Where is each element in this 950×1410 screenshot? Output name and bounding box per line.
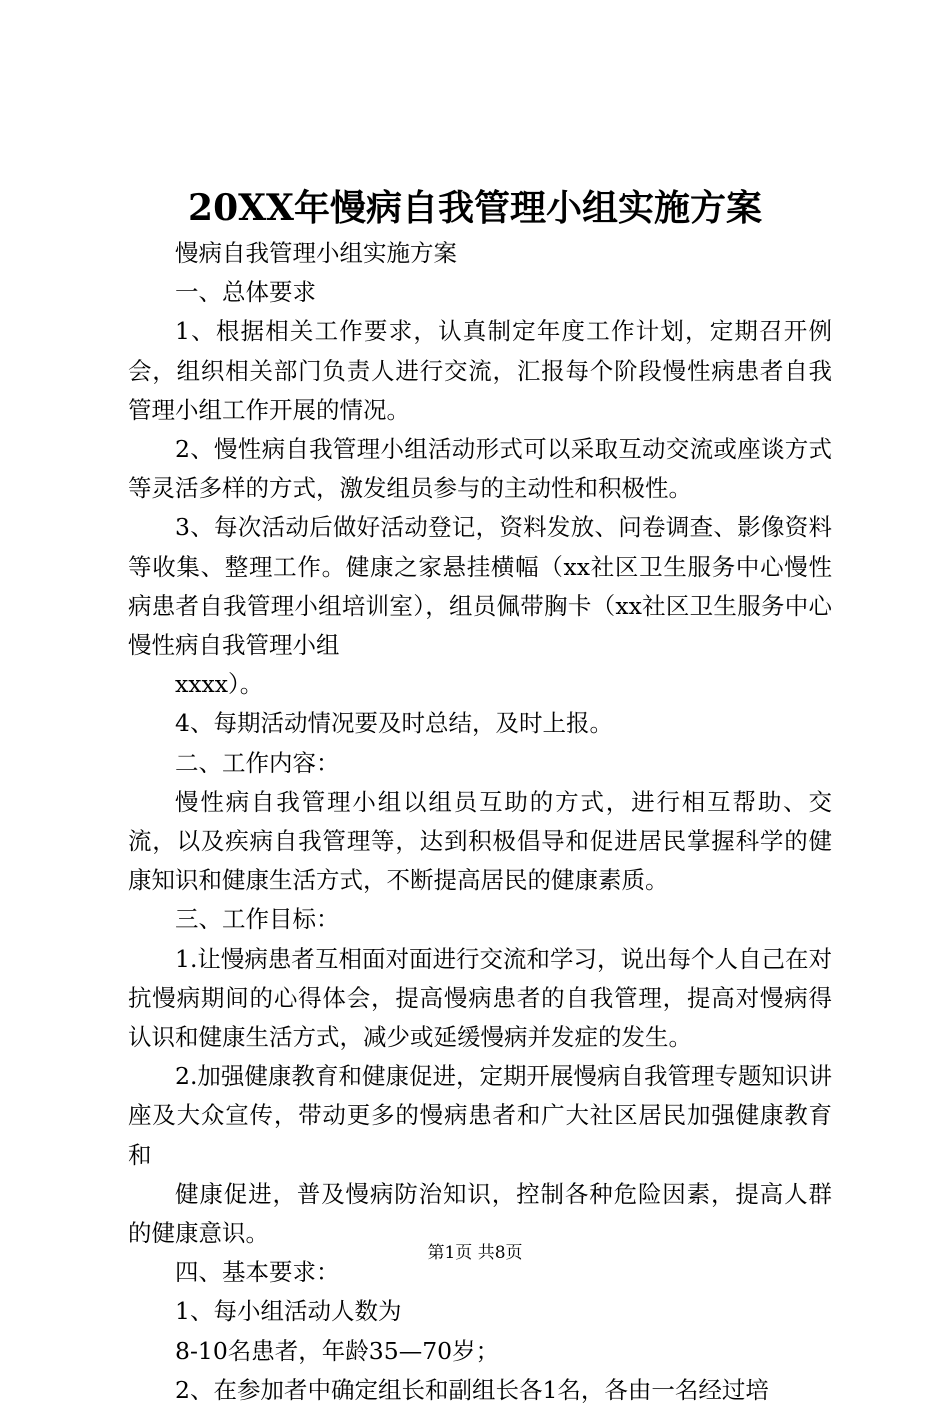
paragraph: 3、每次活动后做好活动登记，资料发放、问卷调查、影像资料等收集、整理工作。健康之家悬挂横幅（xx社区卫生服务中心慢性病患者自我管理小组培训室），组员佩带胸卡（xx社区卫生服务中心慢性病自我管理小组 — [128, 513, 832, 660]
paragraph: 慢性病自我管理小组以组员互助的方式，进行相互帮助、交流，以及疾病自我管理等，达到积极倡导和促进居民掌握科学的健康知识和健康生活方式，不断提高居民的健康素质。 — [128, 787, 832, 895]
paragraph: 8-10名患者，年龄35—70岁； — [175, 1336, 500, 1365]
document-body — [128, 234, 832, 1410]
paragraph: 三、工作目标： — [175, 905, 340, 934]
paragraph: 慢病自我管理小组实施方案 — [175, 239, 457, 267]
paragraph: 2、在参加者中确定组长和副组长各1名，各由一名经过培 — [175, 1375, 769, 1404]
document-title: 20XX年慢病自我管理小组实施方案 — [188, 187, 762, 229]
paragraph: 2.加强健康教育和健康促进，定期开展慢病自我管理专题知识讲座及大众宣传，带动更多的慢病患者和广大社区居民加强健康教育和 — [128, 1062, 832, 1169]
page-footer: 第1页 共8页 — [427, 1243, 523, 1263]
paragraph: 2、慢性病自我管理小组活动形式可以采取互动交流或座谈方式等灵活多样的方式，激发组员参与的主动性和积极性。 — [128, 435, 832, 503]
paragraph: 1.让慢病患者互相面对面进行交流和学习，说出每个人自己在对抗慢病期间的心得体会，提高慢病患者的自我管理，提高对慢病得认识和健康生活方式，减少或延缓慢病并发症的发生。 — [128, 944, 832, 1052]
paragraph: 4、每期活动情况要及时总结，及时上报。 — [175, 709, 613, 738]
paragraph: 1、每小组活动人数为 — [175, 1297, 402, 1326]
paragraph: 健康促进，普及慢病防治知识，控制各种危险因素，提高人群的健康意识。 — [128, 1179, 832, 1248]
paragraph: 四、基本要求： — [175, 1258, 340, 1287]
paragraph: 二、工作内容： — [175, 748, 340, 777]
paragraph: 1、根据相关工作要求，认真制定年度工作计划，定期召开例会，组织相关部门负责人进行交流，汇报每个阶段慢性病患者自我管理小组工作开展的情况。 — [128, 317, 832, 424]
paragraph: 一、总体要求 — [175, 278, 316, 307]
paragraph: xxxx）。 — [175, 670, 264, 699]
